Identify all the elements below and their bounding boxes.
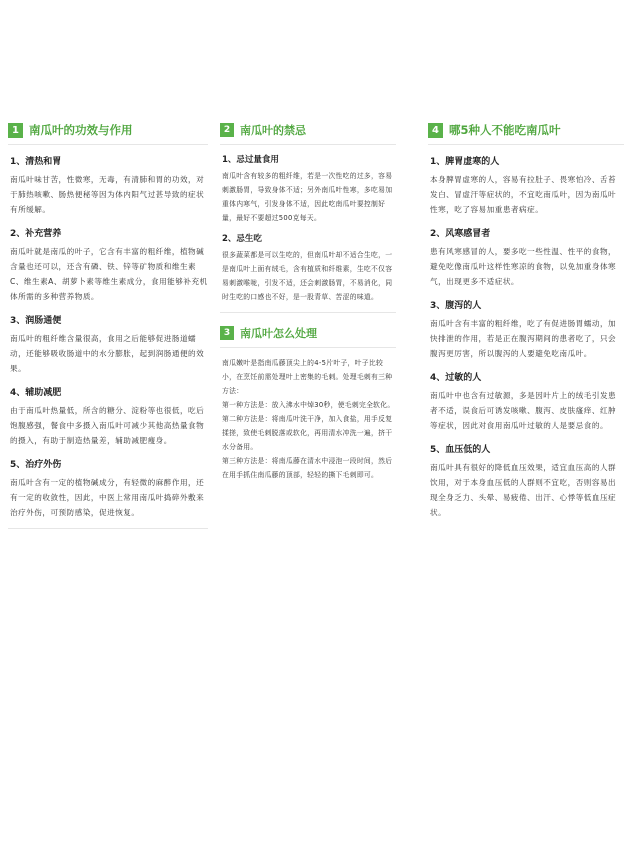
section-number-badge: 1 (8, 123, 23, 138)
item-text: 南瓜叶含有一定的植物碱成分，有轻微的麻醉作用，还有一定的收敛性，因此，中医上常用南瓜叶捣碎外敷来治疗外伤，可预防感染，促进恢复。 (10, 478, 205, 517)
group-item (428, 154, 624, 217)
item-title: 3、腹泻的人 (430, 301, 482, 311)
item-text: 由于南瓜叶热量低，所含的糖分、淀粉等也很低，吃后饱腹感强，餐食中多摄入南瓜叶可减少其他高热量食物的摄入，有助于制造热量差，辅助减肥瘦身。 (10, 406, 205, 445)
card-divider (220, 312, 396, 313)
card-header (428, 122, 624, 145)
item-title: 1、清热和胃 (10, 157, 62, 167)
card-benefits (8, 122, 208, 529)
section-title: 南瓜叶的禁忌 (240, 124, 306, 137)
item-text: 很多蔬菜都是可以生吃的，但南瓜叶却不适合生吃，一是南瓜叶上面有绒毛，含有植质和纤维素，生吃不仅容易刺激喉咙，引发不适，还会刺激肠胃，不易消化，同时生吃的口感也不好，是一股青草、苦涩的味道。 (222, 251, 393, 301)
group-item (428, 226, 624, 289)
group-item (428, 442, 624, 520)
group-item (428, 370, 624, 433)
item-text: 南瓜叶中也含有过敏源，多是因叶片上的绒毛引发患者不适，误食后可诱发咳嗽、腹泻、皮肤瘙痒、红肿等症状，因此对食用南瓜叶过敏的人是要忌食的。 (430, 391, 617, 430)
process-text: 南瓜嫩叶是指南瓜藤顶尖上的4-5片叶子，叶子比较小，在烹饪前需处理叶上密集的毛刺。处理毛刺有三种方法： (222, 359, 393, 395)
item-text: 南瓜叶味甘苦，性微寒，无毒，有清肺和胃的功效，对于肺热咳嗽、肠热便秘等因为体内阳气过甚导致的症状有所缓解。 (10, 175, 205, 214)
benefit-item (8, 457, 208, 520)
section-title: 南瓜叶的功效与作用 (29, 123, 133, 137)
card-header (220, 122, 396, 145)
item-title: 4、辅助减肥 (10, 388, 62, 398)
section-number-badge: 3 (220, 326, 234, 340)
card-divider (8, 528, 208, 529)
item-title: 5、治疗外伤 (10, 460, 62, 470)
item-title: 1、忌过量食用 (222, 155, 279, 165)
process-text: 第二种方法是：将南瓜叶洗干净，加入食盐，用手反复揉搓，致使毛刺脱落或软化，再用清水冲洗一遍，挤干水分备用。 (222, 415, 393, 451)
item-title: 5、血压低的人 (430, 445, 491, 455)
item-text: 南瓜叶具有很好的降低血压效果，适宜血压高的人群饮用，对于本身血压低的人群则不宜吃，否则容易出现全身乏力、头晕、易疲倦、出汗、心悸等低血压症状。 (430, 463, 617, 517)
card-taboos (220, 122, 396, 482)
section-title: 南瓜叶怎么处理 (240, 327, 317, 340)
card-processing (220, 325, 396, 482)
process-text: 第三种方法是：将南瓜藤在清水中浸泡一段时间，然后在用手抓住南瓜藤的顶部，轻轻的撕下毛刺即可。 (222, 457, 393, 479)
item-title: 3、润肠通便 (10, 316, 62, 326)
benefit-item (8, 385, 208, 448)
benefit-item (8, 226, 208, 304)
card-header (8, 122, 208, 145)
card-not-suitable (428, 122, 624, 520)
process-text: 第一种方法是：放入沸水中焯30秒，使毛刺完全软化。 (222, 401, 395, 409)
benefit-item (8, 313, 208, 376)
item-title: 2、忌生吃 (222, 234, 262, 244)
section-number-badge: 4 (428, 123, 443, 138)
benefit-item (8, 154, 208, 217)
section-title: 哪5种人不能吃南瓜叶 (449, 123, 561, 137)
item-text: 南瓜叶含有较多的粗纤维，若是一次性吃的过多，容易刺激肠胃，导致身体不适；另外南瓜叶性寒，多吃易加重体内寒气，引发身体不适，因此吃南瓜叶要控制好量，最好不要超过500克每天。 (222, 172, 393, 222)
item-title: 1、脾胃虚寒的人 (430, 157, 500, 167)
group-item (428, 298, 624, 361)
item-text: 患有风寒感冒的人，要多吃一些性温、性平的食物，避免吃像南瓜叶这样性寒凉的食物，以免加重身体寒气，出现更多不适症状。 (430, 247, 617, 286)
item-title: 2、风寒感冒者 (430, 229, 491, 239)
taboo-item (220, 232, 396, 304)
item-title: 2、补充营养 (10, 229, 62, 239)
taboo-item (220, 153, 396, 225)
item-title: 4、过敏的人 (430, 373, 482, 383)
card-header (220, 325, 396, 348)
item-text: 本身脾胃虚寒的人，容易有拉肚子、畏寒怕冷、舌苔发白、冒虚汗等症状的，不宜吃南瓜叶，因为南瓜叶性寒，吃了容易加重患者病症。 (430, 175, 617, 214)
item-text: 南瓜叶的粗纤维含量很高，食用之后能够促进肠道蠕动，还能够吸收肠道中的水分膨胀，起到润肠通便的效果。 (10, 334, 205, 373)
item-text: 南瓜叶含有丰富的粗纤维，吃了有促进肠胃蠕动，加快排泄的作用，若是正在腹泻期间的患者吃了，只会腹泻更厉害，所以腹泻的人要避免吃南瓜叶。 (430, 319, 617, 358)
section-number-badge: 2 (220, 123, 234, 137)
item-text: 南瓜叶就是南瓜的叶子，它含有丰富的粗纤维，植物碱含量也还可以，还含有磷、铁、锌等矿物质和维生素C、维生素A、胡萝卜素等维生素成分，食用能够补充机体所需的多种营养物质。 (10, 247, 208, 301)
